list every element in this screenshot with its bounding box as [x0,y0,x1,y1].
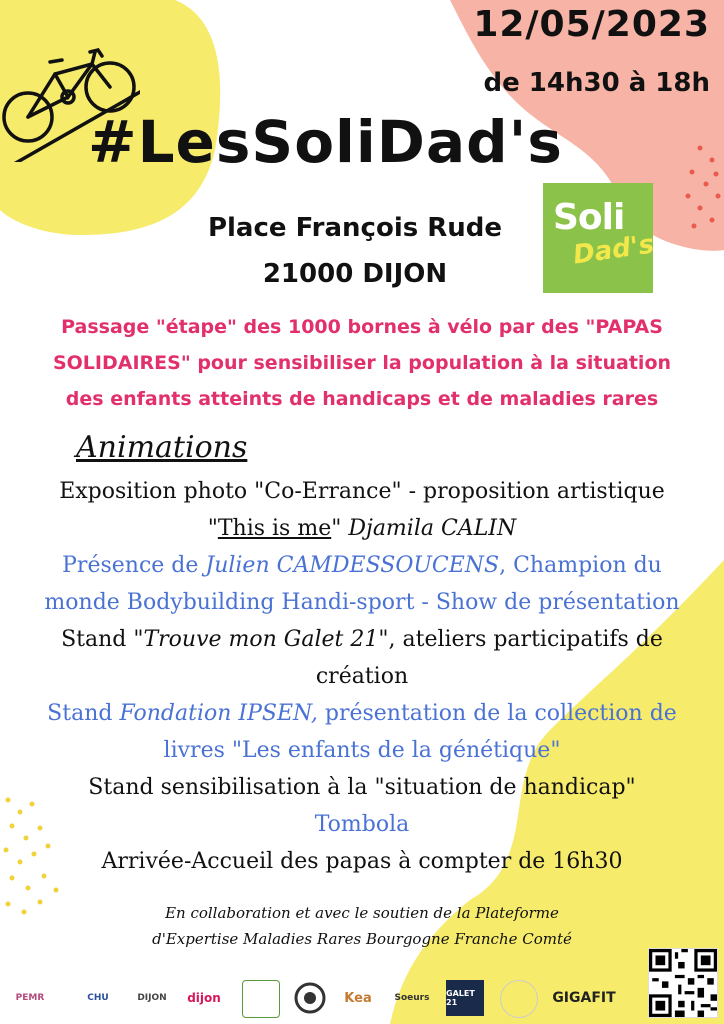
expo-artist: Djamila CALIN [348,516,517,541]
partner-logo-dijon-2: dijon [187,991,221,1005]
partner-logo-soeurs: Soeurs [394,993,430,1003]
ipsen-name: Fondation IPSEN, [119,701,318,726]
animations-title: Animations [76,430,248,465]
event-place [175,205,535,297]
this-is-me-link[interactable]: This is me [217,516,332,541]
galet-line-1: Stand "Trouve mon Galet 21", ateliers participatifs de [61,627,663,652]
logo-text-bottom: Dad's [571,229,656,271]
partner-logo-bird [500,980,538,1018]
partner-logo-owl [242,980,280,1018]
place-city: 21000 DIJON [262,259,448,289]
place-street: Place François Rude [207,213,503,243]
partner-logo-circle [292,980,328,1016]
partner-logo-dijon-1: DIJON [137,993,167,1003]
expo-line-2: "This is me" Djamila CALIN [207,516,517,541]
sensibilisation-line: Stand sensibilisation à la "situation de handicap" [88,775,636,800]
circle-emblem-icon [294,982,326,1014]
galet-line-2: création [315,664,409,689]
tombola-line: Tombola [314,812,410,837]
galet-name: Trouve mon Galet 21 [143,627,379,652]
qr-code[interactable] [648,948,718,1018]
partner-logo-chu: CHU [87,993,109,1003]
event-time: de 14h30 à 18h [483,68,710,98]
expo-line-1: Exposition photo "Co-Errance" - proposition artistique [59,479,665,504]
partner-logo-gigafit: GIGAFIT [552,990,616,1006]
arrivee-line: Arrivée-Accueil des papas à compter de 16h30 [101,849,623,874]
event-title: #LesSoliDad's [88,108,563,176]
partner-logo-kea: Kea [344,990,372,1006]
solidads-logo [543,183,656,293]
partner-logo-galet21: GALET 21 [446,980,484,1016]
intro-line-1: Passage "étape" des 1000 bornes à vélo par des "PAPAS [61,316,663,338]
intro-line-3: des enfants atteints de handicaps et de maladies rares [65,388,659,410]
collab-line-1: En collaboration et avec le soutien de la Plateforme [165,904,559,922]
partner-logo-pemr: PEMR [15,993,45,1003]
collaboration-note [0,900,724,952]
logo-text-top: Soli [553,197,625,238]
collab-line-2: d'Expertise Maladies Rares Bourgogne Franche Comté [152,930,572,948]
intro-line-2: SOLIDAIRES" pour sensibiliser la population à la situation [52,352,672,374]
event-date: 12/05/2023 [473,4,710,45]
ipsen-line-1: Stand Fondation IPSEN, présentation de la collection de [47,701,677,726]
champion-name: Julien CAMDESSOUCENS [205,553,500,578]
champion-line-1: Présence de Julien CAMDESSOUCENS, Champion du [62,553,662,578]
champion-line-2: monde Bodybuilding Handi-sport - Show de présentation [44,590,680,615]
animations-list [0,473,724,880]
ipsen-line-2: livres "Les enfants de la génétique" [163,738,561,763]
event-intro [0,309,724,417]
